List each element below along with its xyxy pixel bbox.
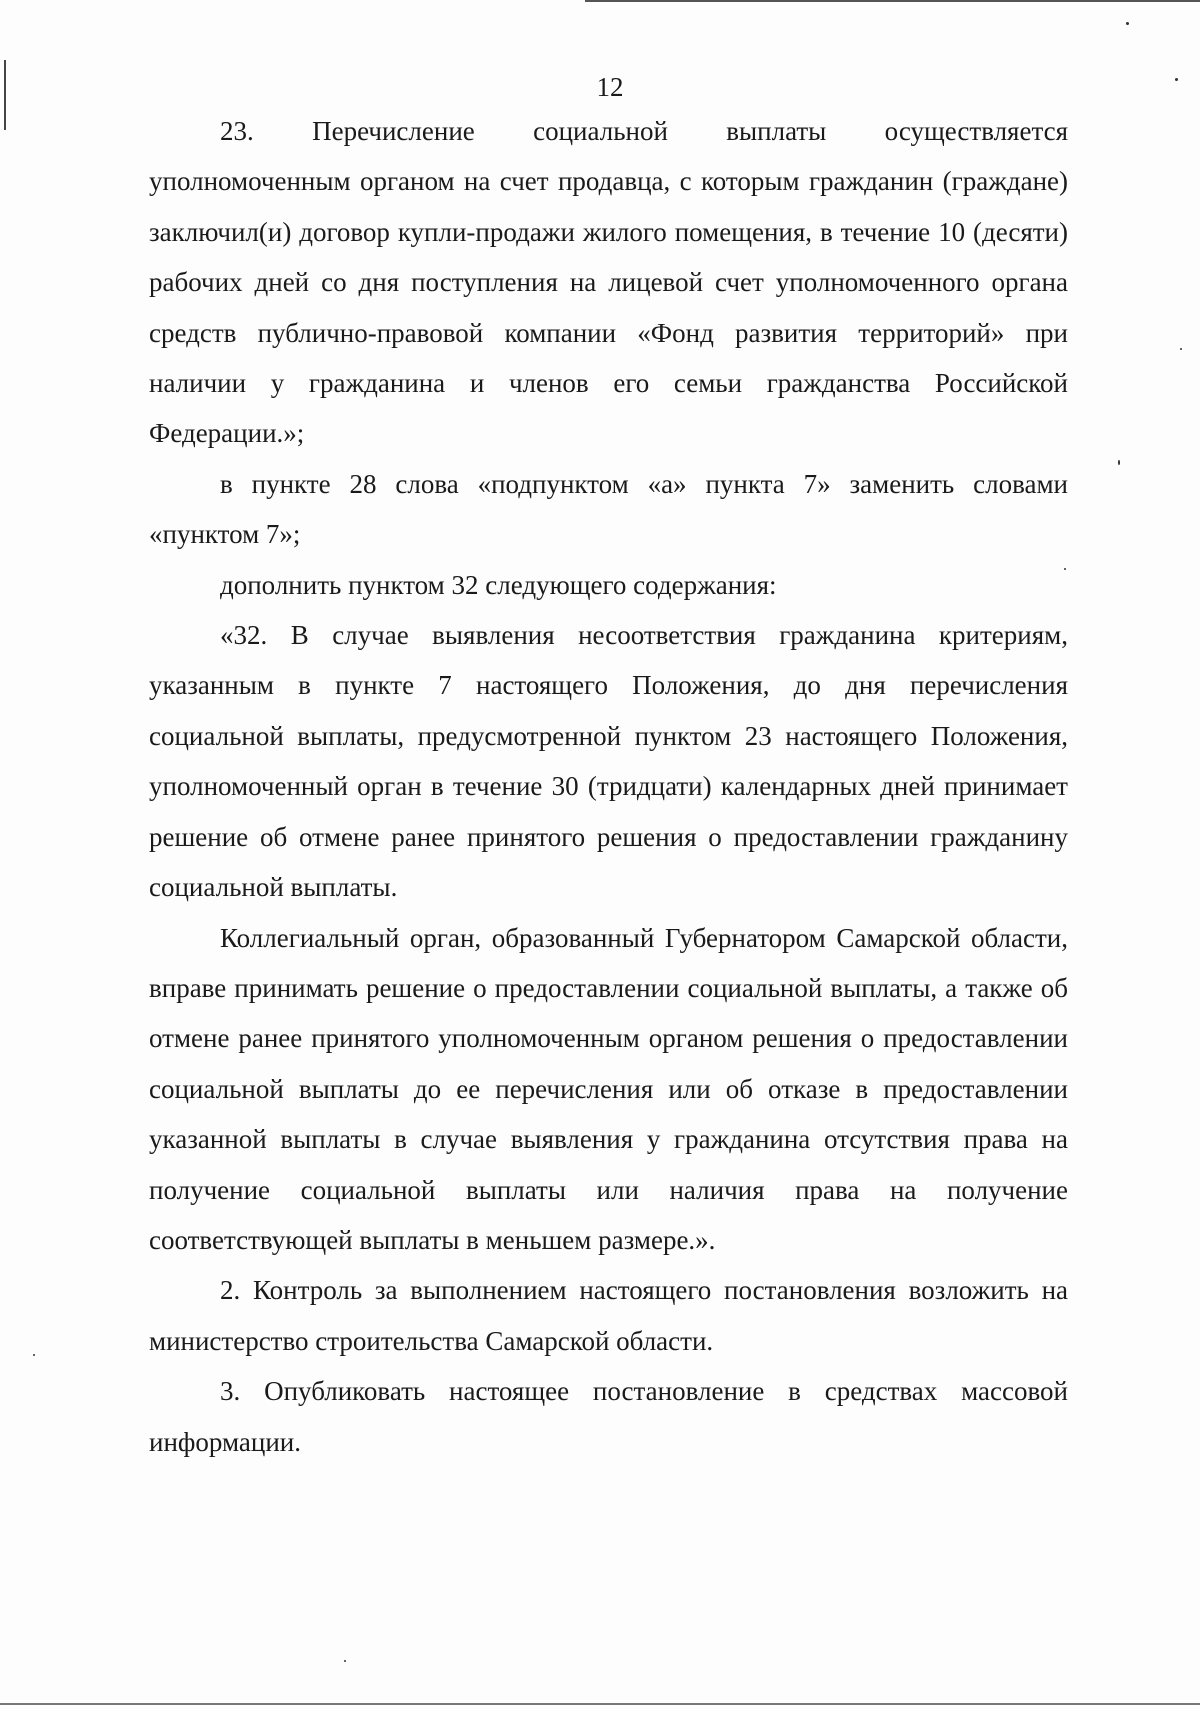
paragraph-publish: 3. Опубликовать настоящее постановление в средствах массовой информации. [149,1376,1068,1457]
paragraph-add-item-32: дополнить пунктом 32 следующего содержания: [220,569,777,600]
scan-artifact-line [0,1703,1200,1705]
document-body [149,106,1068,1467]
scan-speck [1118,460,1120,465]
paragraph-item-23: 23. Перечисление социальной выплаты осуществляется уполномоченным органом на счет продавца, с которым гражданин (граждане) заключил(и) договор купли-продажи жилого помещения, в течение 10 (десяти) рабочих дней со дня поступления на лицевой счет уполномоченного органа средств публично-правовой компании «Фонд развития территорий» при наличии у гражданина и членов его семьи гражданства Российской Федерации.»; [149,116,1068,449]
scan-speck [344,1660,346,1662]
paragraph-item-32: «32. В случае выявления несоответствия гражданина критериям, указанным в пункте 7 настоящего Положения, до дня перечисления социальной выплаты, предусмотренной пунктом 23 настоящего Положения, уполномоченный орган в течение 30 (тридцати) календарных дней принимает решение об отмене ранее принятого решения о предоставлении гражданину социальной выплаты. [149,620,1068,903]
scan-speck [1126,22,1129,25]
paragraph-collegial-body: Коллегиальный орган, образованный Губернатором Самарской области, вправе принимать решение о предоставлении социальной выплаты, а также об отмене ранее принятого уполномоченным органом решения о предоставлении социальной выплаты до ее перечисления или об отказе в предоставлении указанной выплаты в случае выявления у гражданина отсутствия права на получение социальной выплаты или наличия права на получение соответствующей выплаты в меньшем размере.». [149,922,1068,1255]
paragraph-control: 2. Контроль за выполнением настоящего постановления возложить на министерство строительства Самарской области. [149,1275,1068,1356]
paragraph-amend-item-28: в пункте 28 слова «подпунктом «а» пункта 7» заменить словами «пунктом 7»; [149,468,1068,550]
page-number: 12 [596,72,624,102]
scan-artifact-line [585,0,1200,2]
scan-speck [1180,348,1182,350]
scan-speck [33,1354,35,1356]
